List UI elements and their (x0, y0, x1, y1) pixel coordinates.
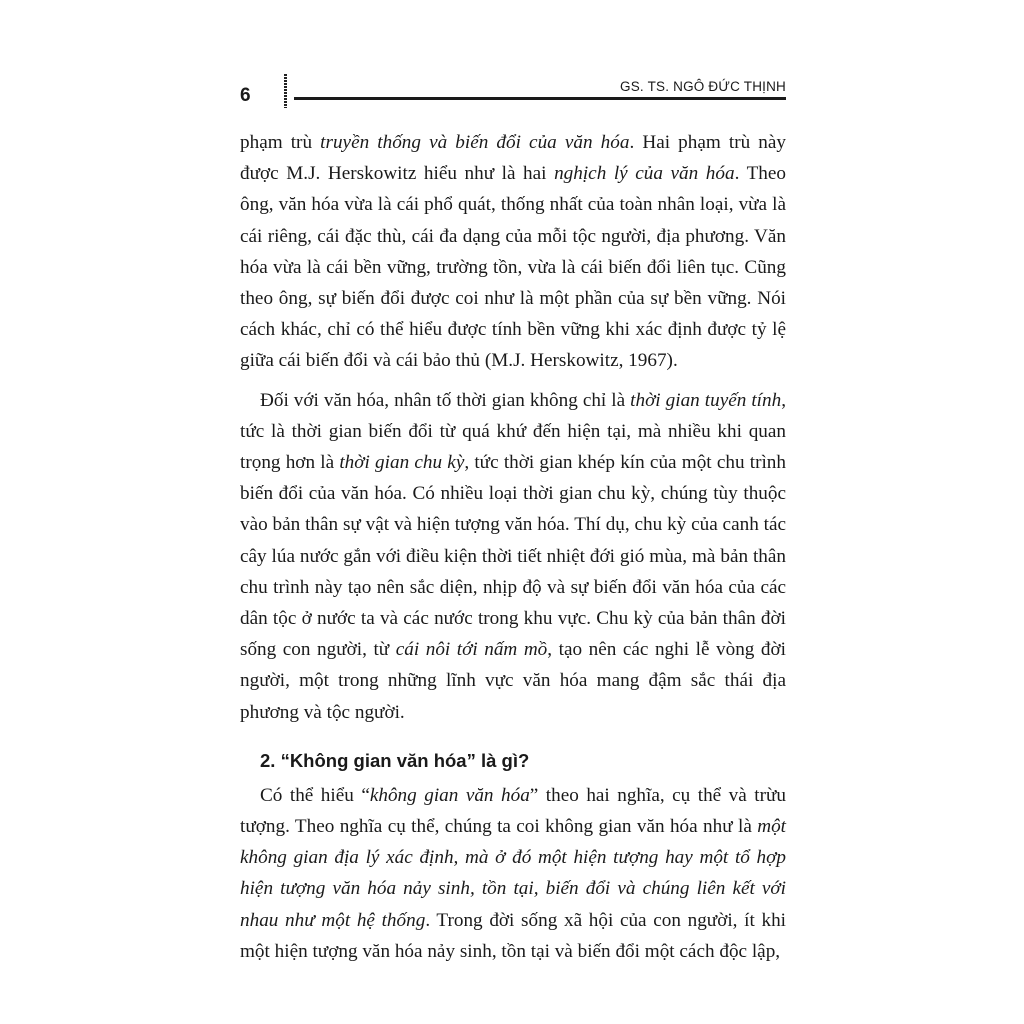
p3-text-1: Có thể hiểu “ (260, 784, 370, 806)
paragraph-2 (240, 385, 786, 728)
p1-text-3: . Theo ông, văn hóa vừa là cái phổ quát, thống nhất của toàn nhân loại, vừa là cái riêng, cái đặc thù, cái đa dạng của mỗi tộc người, địa phương. Văn hóa vừa là cái bền vững, trường tồn, vừa là cái biến đổi liên tục. Cũng theo ông, sự biến đổi được coi như là một phần của sự bền vững. Nói cách khác, chỉ có thể hiểu được tính bền vững khi xác định được tỷ lệ giữa cái biến đổi và cái bảo thủ (M.J. Herskowitz, 1967). (240, 163, 786, 372)
p2-italic-2: thời gian chu kỳ (339, 452, 465, 474)
p2-text-2: , tức là thời gian biến đổi từ quá khứ đến hiện tại, mà nhiều khi quan trọng hơn là (240, 389, 786, 474)
p3-italic-2: một không gian địa lý xác định, mà ở đó một hiện tượng hay một tổ hợp hiện tượng văn hóa nảy sinh, tồn tại, biến đổi và chúng liên kết với nhau như một hệ thống (240, 816, 786, 931)
p2-text-1: Đối với văn hóa, nhân tố thời gian không chỉ là (260, 389, 631, 411)
p2-text-4: , tạo nên các nghi lễ vòng đời người, một trong những lĩnh vực văn hóa mang đậm sắc thái địa phương và tộc người. (240, 639, 786, 723)
p2-italic-1: thời gian tuyến tính (630, 389, 782, 411)
p3-text-2: ” theo hai nghĩa, cụ thể và trừu tượng. Theo nghĩa cụ thể, chúng ta coi không gian văn hóa như là (240, 784, 786, 838)
p3-italic-1: không gian văn hóa (369, 784, 530, 806)
p1-italic-2: nghịch lý của văn hóa (554, 163, 735, 185)
body-text (240, 127, 786, 967)
paragraph-1 (240, 127, 786, 377)
running-head: GS. TS. NGÔ ĐỨC THỊNH (620, 79, 786, 94)
p3-text-3: . Trong đời sống xã hội của con người, ít khi một hiện tượng văn hóa nảy sinh, tồn tại và biến đổi một cách độc lập, (240, 909, 786, 962)
p1-text-2: . Hai phạm trù này được M.J. Herskowitz hiểu như là hai (240, 132, 787, 185)
p1-italic-1: truyền thống và biến đổi của văn hóa (320, 132, 630, 153)
paragraph-3 (240, 780, 786, 967)
p1-text-1: phạm trù (240, 132, 321, 153)
header-rule (294, 97, 786, 100)
p2-text-3: , tức thời gian khép kín của một chu trình biến đổi của văn hóa. Có nhiều loại thời gian chu kỳ, chúng tùy thuộc vào bản thân sự vật và hiện tượng văn hóa. Thí dụ, chu kỳ của canh tác cây lúa nước gắn với điều kiện thời tiết nhiệt đới gió mùa, mà bản thân chu trình này tạo nên sắc diện, nhịp độ và sự biến đổi văn hóa của các dân tộc ở nước ta và các nước trong khu vực. Chu kỳ của bản thân đời sống con người, từ (240, 452, 786, 661)
section-heading: 2. “Không gian văn hóa” là gì? (260, 749, 530, 771)
page-header (240, 74, 786, 114)
p2-italic-3: cái nôi tới nấm mồ (395, 639, 548, 661)
header-divider (284, 74, 287, 108)
page-number: 6 (240, 85, 251, 106)
